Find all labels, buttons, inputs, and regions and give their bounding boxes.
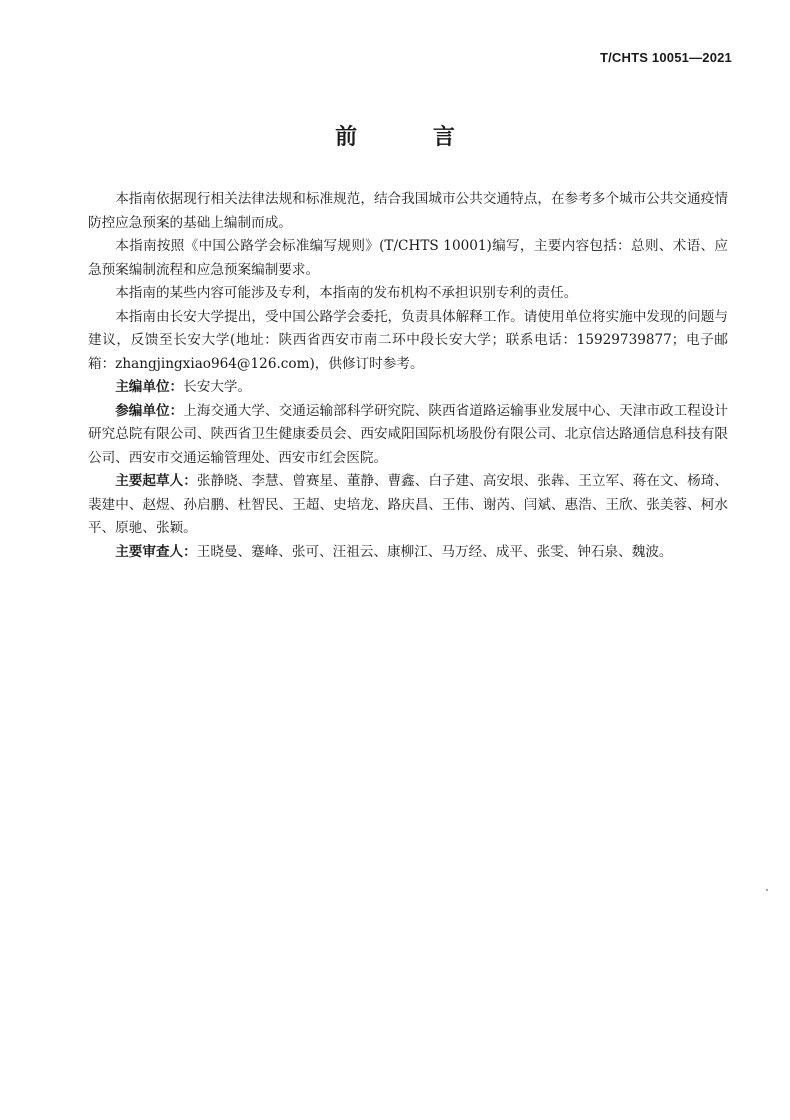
editor-unit-value: 长安大学。 [183, 379, 252, 395]
participating-units-value: 上海交通大学、交通运输部科学研究院、陕西省道路运输事业发展中心、天津市政工程设计研究总院有限公司、陕西省卫生健康委员会、西安咸阳国际机场股份有限公司、北京信达路通信息科技有限公司、西安市交通运输管理处、西安市红会医院。 [88, 402, 728, 466]
main-drafters [88, 470, 728, 541]
main-reviewers [88, 541, 728, 565]
standard-code: T/CHTS 10051—2021 [599, 50, 732, 65]
preface-body [88, 188, 728, 564]
paragraph-basis: 本指南依据现行相关法律法规和标准规范，结合我国城市公共交通特点，在参考多个城市公共交通疫情防控应急预案的基础上编制而成。 [88, 191, 728, 231]
participating-units [88, 400, 728, 471]
paragraph-drafting-rules: 本指南按照《中国公路学会标准编写规则》(T/CHTS 10001)编写，主要内容包括：总则、术语、应急预案编制流程和应急预案编制要求。 [88, 238, 728, 278]
paragraph-patent: 本指南的某些内容可能涉及专利，本指南的发布机构不承担识别专利的责任。 [115, 285, 578, 301]
scan-speck [766, 889, 768, 891]
main-drafters-label: 主要起草人： [115, 473, 197, 489]
editor-unit [88, 376, 728, 400]
main-reviewers-value: 王晓曼、蹇峰、张可、汪祖云、康柳江、马万经、成平、张雯、钟石泉、魏波。 [196, 543, 673, 560]
main-drafters-value: 张静晓、李慧、曾赛星、董静、曹鑫、白子建、高安垠、张犇、王立军、蒋在文、杨琦、裴建中、赵煜、孙启鹏、杜智民、王超、史培龙、路庆昌、王伟、谢芮、闫斌、惠浩、王欣、张美蓉、柯水平、原驰、张颖。 [88, 473, 729, 536]
paragraph-feedback: 本指南由长安大学提出，受中国公路学会委托，负责具体解释工作。请使用单位将实施中发现的问题与建议，反馈至长安大学(地址：陕西省西安市南二环中段长安大学；联系电话：15929739877；电子邮箱：zhangjingxiao964@126.com)，供修订时参考。 [88, 308, 728, 372]
page-title: 前 言 [335, 125, 489, 150]
participating-units-label: 参编单位： [115, 402, 184, 419]
editor-unit-label: 主编单位： [115, 379, 184, 395]
main-reviewers-label: 主要审查人： [115, 543, 197, 560]
